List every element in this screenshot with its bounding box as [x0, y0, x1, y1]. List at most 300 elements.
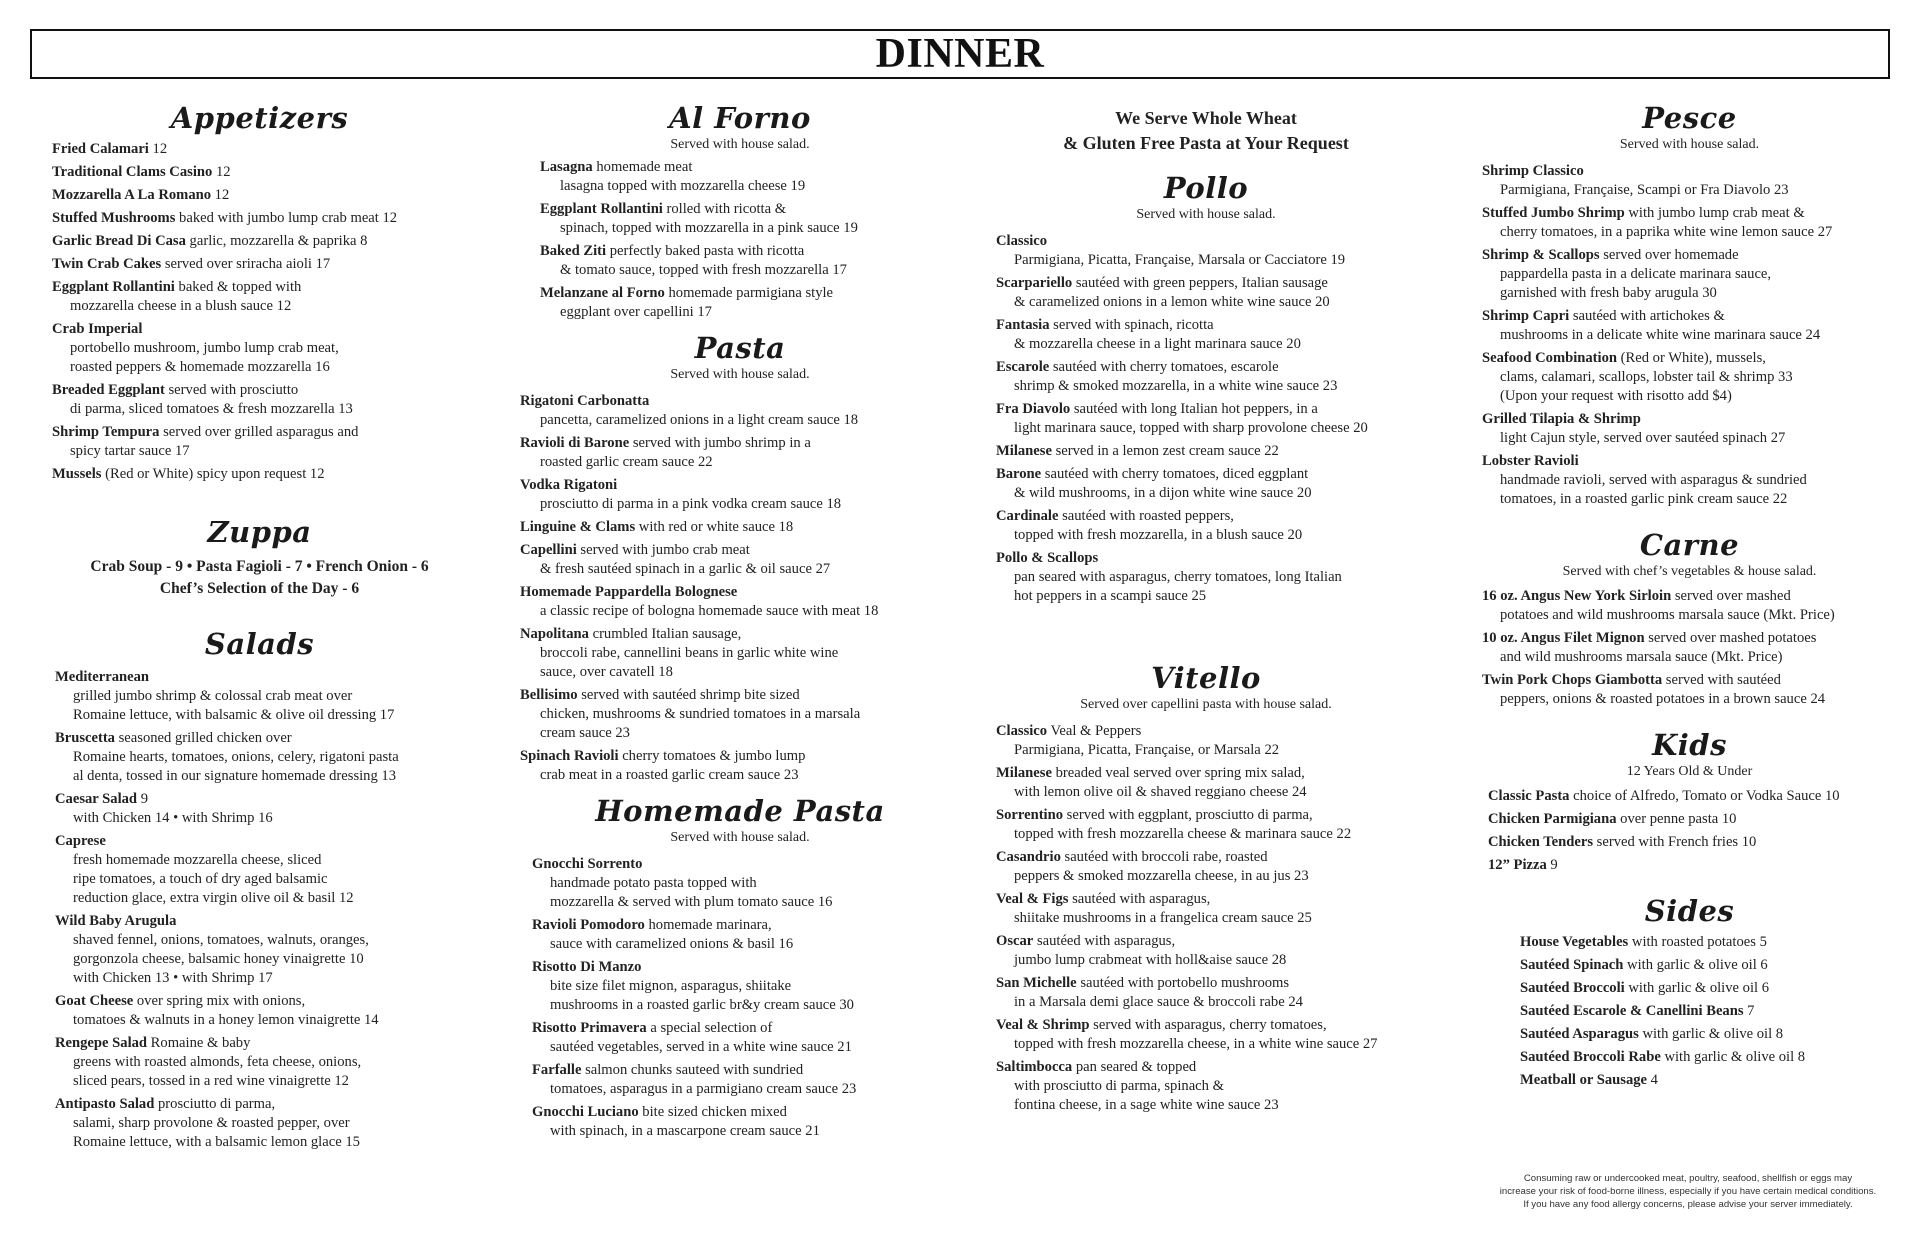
menu-item-name: Mozzarella A La Romano: [52, 187, 212, 203]
menu-item-desc-line: pan seared with asparagus, cherry tomatoes, long Italian: [1014, 569, 1342, 585]
menu-item-desc-line: shrimp & smoked mozzarella, in a white wine sauce 23: [1014, 378, 1338, 394]
menu-item-desc: sautéed with portobello mushrooms: [1076, 975, 1290, 991]
menu-item-desc: 12: [148, 141, 168, 157]
menu-item-name: Caprese: [55, 833, 106, 849]
menu-item-first-line: [1488, 833, 1897, 852]
menu-item-name: Lasagna: [540, 159, 593, 175]
menu-item-desc-line: (Upon your request with risotto add $4): [1500, 388, 1732, 404]
menu-item-name: Caesar Salad: [55, 791, 138, 807]
menu-item-desc-line: topped with fresh mozzarella, in a blush sauce 20: [1014, 527, 1303, 543]
menu-item: [52, 320, 467, 377]
menu-item-first-line: [1482, 246, 1897, 265]
menu-item-desc-line: broccoli rabe, cannellini beans in garlic white wine: [540, 645, 839, 661]
menu-item-desc-line: Romaine hearts, tomatoes, onions, celery, rigatoni pasta: [73, 749, 399, 765]
menu-item: [55, 729, 467, 786]
menu-item-first-line: [996, 507, 1416, 526]
menu-item-first-line: [1482, 629, 1897, 648]
menu-item-first-line: [532, 1019, 960, 1038]
menu-item-desc-line: potatoes and wild mushrooms marsala sauce (Mkt. Price): [1500, 607, 1835, 623]
pasta-list: [520, 392, 960, 785]
al-forno-title: Al Forno: [669, 101, 811, 135]
menu-item: [996, 1058, 1416, 1115]
menu-item-first-line: [1520, 933, 1897, 952]
menu-item-desc: 12: [212, 164, 231, 180]
menu-item-desc: (Red or White), mussels,: [1617, 350, 1766, 366]
menu-item: [1488, 787, 1897, 806]
menu-item-name: Linguine & Clams: [520, 519, 636, 535]
column-4: [1482, 100, 1897, 1094]
menu-item-name: Saltimbocca: [996, 1059, 1073, 1075]
menu-item: [520, 747, 960, 785]
menu-item-first-line: [1482, 204, 1897, 223]
menu-item-first-line: [1482, 452, 1897, 471]
menu-item-first-line: [520, 476, 960, 495]
menu-item-desc: perfectly baked pasta with ricotta: [606, 243, 805, 259]
menu-item-desc-line: mushrooms in a roasted garlic br&y cream sauce 30: [550, 997, 854, 1013]
menu-item-desc-line: and wild mushrooms marsala sauce (Mkt. Price): [1500, 649, 1783, 665]
menu-item: [520, 686, 960, 743]
menu-item-desc: breaded veal served over spring mix salad,: [1051, 765, 1305, 781]
menu-item-first-line: [540, 242, 960, 261]
menu-item-desc-line: cream sauce 23: [540, 725, 630, 741]
menu-item-first-line: [55, 912, 467, 931]
menu-item-desc-line: peppers, onions & roasted potatoes in a brown sauce 24: [1500, 691, 1826, 707]
menu-item-desc: served in a lemon zest cream sauce 22: [1051, 443, 1279, 459]
menu-item-first-line: [996, 232, 1416, 251]
menu-item-desc: sautéed with roasted peppers,: [1058, 508, 1234, 524]
menu-item: [1488, 856, 1897, 875]
pesce-list: [1482, 162, 1897, 509]
menu-item-desc: sautéed with green peppers, Italian sausage: [1072, 275, 1328, 291]
menu-item-desc: served with jumbo shrimp in a: [629, 435, 811, 451]
menu-item-first-line: [1520, 979, 1897, 998]
menu-item-first-line: [996, 400, 1416, 419]
menu-item: [996, 400, 1416, 438]
menu-item-desc-line: peppers & smoked mozzarella cheese, in au jus 23: [1014, 868, 1309, 884]
notice-line-2: & Gluten Free Pasta at Your Request: [1063, 133, 1349, 153]
menu-item-desc: choice of Alfredo, Tomato or Vodka Sauce 10: [1569, 788, 1840, 804]
vitello-section: [996, 660, 1416, 1115]
menu-item-desc: 7: [1743, 1003, 1755, 1019]
menu-item-desc: served with prosciutto: [164, 382, 299, 398]
menu-item-desc-line: with lemon olive oil & shaved reggiano cheese 24: [1014, 784, 1307, 800]
menu-item: [1482, 629, 1897, 667]
menu-item-desc-line: ripe tomatoes, a touch of dry aged balsamic: [73, 871, 328, 887]
disclaimer-line-2: increase your risk of food-borne illness, especially if you have certain medical conditions.: [1499, 1186, 1877, 1197]
menu-item-name: Casandrio: [996, 849, 1061, 865]
menu-item-name: House Vegetables: [1520, 934, 1629, 950]
menu-item: [55, 832, 467, 908]
page-title: DINNER: [875, 31, 1045, 77]
column-2: [520, 100, 960, 1145]
menu-item-first-line: [996, 1058, 1416, 1077]
menu-item-first-line: [520, 541, 960, 560]
menu-item-desc-line: portobello mushroom, jumbo lump crab meat,: [70, 340, 339, 356]
menu-item-desc-line: tomatoes & walnuts in a honey lemon vinaigrette 14: [73, 1012, 379, 1028]
menu-item-desc: served over sriracha aioli 17: [161, 256, 331, 272]
menu-item-name: Ravioli di Barone: [520, 435, 630, 451]
menu-item-first-line: [996, 932, 1416, 951]
menu-item-desc-line: mozzarella & served with plum tomato sauce 16: [550, 894, 833, 910]
menu-item: [55, 992, 467, 1030]
menu-item-name: Sautéed Escarole & Canellini Beans: [1520, 1003, 1744, 1019]
menu-item-first-line: [532, 958, 960, 977]
menu-item: [52, 163, 467, 182]
menu-item-desc: salmon chunks sauteed with sundried: [581, 1062, 804, 1078]
menu-item: [1520, 1071, 1897, 1090]
menu-item-first-line: [52, 232, 467, 251]
menu-item-desc: served with spinach, ricotta: [1049, 317, 1214, 333]
menu-item-desc-line: al denta, tossed in our signature homemade dressing 13: [73, 768, 397, 784]
menu-item-name: Fra Diavolo: [996, 401, 1071, 417]
appetizers-section: [52, 100, 467, 484]
al-forno-list: [540, 158, 960, 322]
menu-item-first-line: [1488, 810, 1897, 829]
menu-item-desc-line: garnished with fresh baby arugula 30: [1500, 285, 1717, 301]
menu-item: [1482, 349, 1897, 406]
zuppa-line-1: Crab Soup - 9 • Pasta Fagioli - 7 • French Onion - 6: [90, 558, 429, 575]
pollo-title: Pollo: [1163, 171, 1249, 205]
menu-item: [520, 541, 960, 579]
menu-item-desc: 12: [211, 187, 230, 203]
menu-item-name: Classico: [996, 723, 1048, 739]
menu-item-desc: crumbled Italian sausage,: [588, 626, 742, 642]
menu-item: [996, 465, 1416, 503]
menu-item-desc-line: with Chicken 13 • with Shrimp 17: [73, 970, 273, 986]
menu-item: [55, 1095, 467, 1152]
menu-item-first-line: [996, 890, 1416, 909]
menu-item: [52, 255, 467, 274]
homemade-pasta-subtitle: Served with house salad.: [670, 830, 810, 845]
menu-item-first-line: [540, 158, 960, 177]
menu-item: [540, 242, 960, 280]
menu-item-desc-line: & wild mushrooms, in a dijon white wine sauce 20: [1014, 485, 1312, 501]
menu-item-first-line: [996, 316, 1416, 335]
menu-item-first-line: [996, 848, 1416, 867]
menu-item-desc-line: topped with fresh mozzarella cheese, in a white wine sauce 27: [1014, 1036, 1378, 1052]
menu-item-name: Traditional Clams Casino: [52, 164, 213, 180]
menu-item-name: Seafood Combination: [1482, 350, 1618, 366]
menu-item-first-line: [1520, 1048, 1897, 1067]
menu-item-desc-line: with prosciutto di parma, spinach &: [1014, 1078, 1224, 1094]
menu-item-desc-line: sautéed vegetables, served in a white wine sauce 21: [550, 1039, 852, 1055]
vitello-list: [996, 722, 1416, 1115]
menu-item: [1482, 452, 1897, 509]
pollo-subtitle: Served with house salad.: [1136, 207, 1276, 222]
menu-item-name: Lobster Ravioli: [1482, 453, 1579, 469]
menu-item: [52, 140, 467, 159]
menu-item-desc: homemade parmigiana style: [664, 285, 834, 301]
menu-item-name: Homemade Pappardella Bolognese: [520, 584, 738, 600]
menu-item-first-line: [532, 916, 960, 935]
menu-item-name: Risotto Primavera: [532, 1020, 647, 1036]
menu-item-first-line: [520, 518, 960, 537]
menu-item-name: Eggplant Rollantini: [52, 279, 175, 295]
menu-item-desc-line: with spinach, in a mascarpone cream sauce 21: [550, 1123, 820, 1139]
menu-item-desc: garlic, mozzarella & paprika 8: [185, 233, 368, 249]
menu-item-name: Veal & Shrimp: [996, 1017, 1090, 1033]
menu-item-first-line: [52, 320, 467, 339]
column-1: [52, 100, 467, 1156]
menu-item: [532, 855, 960, 912]
menu-item-desc-line: reduction glace, extra virgin olive oil & basil 12: [73, 890, 354, 906]
menu-item-desc: prosciutto di parma,: [154, 1096, 276, 1112]
menu-item-first-line: [1482, 410, 1897, 429]
menu-item-name: Bellisimo: [520, 687, 578, 703]
menu-item-desc: with garlic & olive oil 8: [1638, 1026, 1784, 1042]
menu-item: [532, 958, 960, 1015]
menu-item-desc: pan seared & topped: [1072, 1059, 1197, 1075]
menu-item-first-line: [532, 855, 960, 874]
menu-item-desc-line: tomatoes, in a roasted garlic pink cream sauce 22: [1500, 491, 1788, 507]
menu-item-first-line: [520, 686, 960, 705]
menu-item-name: Risotto Di Manzo: [532, 959, 642, 975]
menu-item-name: Gnocchi Luciano: [532, 1104, 639, 1120]
menu-item: [996, 442, 1416, 461]
menu-item-name: Shrimp Tempura: [52, 424, 160, 440]
menu-item: [1520, 979, 1897, 998]
menu-item: [1482, 162, 1897, 200]
pesce-section: [1482, 100, 1897, 509]
al-forno-subtitle: Served with house salad.: [670, 137, 810, 152]
sides-section: [1482, 893, 1897, 1090]
menu-item-name: Breaded Eggplant: [52, 382, 165, 398]
menu-item-desc: over spring mix with onions,: [133, 993, 306, 1009]
menu-item-first-line: [996, 764, 1416, 783]
menu-item: [520, 434, 960, 472]
menu-item: [996, 316, 1416, 354]
menu-item-name: 16 oz. Angus New York Sirloin: [1482, 588, 1672, 604]
menu-item-desc-line: clams, calamari, scallops, lobster tail & shrimp 33: [1500, 369, 1793, 385]
menu-item-desc-line: roasted peppers & homemade mozzarella 16: [70, 359, 330, 375]
menu-item: [996, 764, 1416, 802]
menu-item: [520, 583, 960, 621]
menu-item-desc: served over mashed potatoes: [1644, 630, 1817, 646]
notice-line-1: We Serve Whole Wheat: [1115, 108, 1297, 128]
menu-item-desc-line: pappardella pasta in a delicate marinara sauce,: [1500, 266, 1772, 282]
menu-item: [520, 476, 960, 514]
menu-item: [520, 518, 960, 537]
menu-item-name: Crab Imperial: [52, 321, 143, 337]
zuppa-section: [52, 514, 467, 600]
menu-item-first-line: [1482, 307, 1897, 326]
menu-item-desc-line: roasted garlic cream sauce 22: [540, 454, 713, 470]
menu-item-first-line: [1520, 1025, 1897, 1044]
menu-item-name: Milanese: [996, 765, 1052, 781]
menu-item-name: Bruscetta: [55, 730, 115, 746]
menu-item-desc-line: light Cajun style, served over sautéed spinach 27: [1500, 430, 1786, 446]
menu-item-first-line: [540, 200, 960, 219]
menu-item-name: Mediterranean: [55, 669, 150, 685]
pesce-subtitle: Served with house salad.: [1619, 137, 1760, 152]
menu-item-desc: served with jumbo crab meat: [576, 542, 750, 558]
menu-item-first-line: [996, 1016, 1416, 1035]
menu-item: [1482, 307, 1897, 345]
menu-item-desc-line: di parma, sliced tomatoes & fresh mozzarella 13: [70, 401, 353, 417]
vitello-title: Vitello: [1151, 661, 1261, 695]
menu-item-desc-line: jumbo lump crabmeat with holl&aise sauce 28: [1014, 952, 1287, 968]
homemade-pasta-list: [520, 855, 960, 1141]
menu-item-first-line: [52, 255, 467, 274]
menu-item-first-line: [520, 747, 960, 766]
menu-item: [52, 186, 467, 205]
menu-item-name: Rengepe Salad: [55, 1035, 148, 1051]
menu-item-first-line: [996, 722, 1416, 741]
sides-title: Sides: [1644, 894, 1735, 928]
menu-item-name: Escarole: [996, 359, 1050, 375]
menu-item: [532, 1103, 960, 1141]
menu-item-desc-line: light marinara sauce, topped with sharp provolone cheese 20: [1014, 420, 1368, 436]
menu-item-desc: baked & topped with: [174, 279, 302, 295]
sides-list: [1482, 933, 1897, 1090]
menu-item-desc: with roasted potatoes 5: [1628, 934, 1767, 950]
menu-item-desc-line: in a Marsala demi glace sauce & broccoli rabe 24: [1014, 994, 1303, 1010]
menu-item: [520, 392, 960, 430]
menu-item-desc-line: Romaine lettuce, with a balsamic lemon glace 15: [73, 1134, 360, 1150]
menu-item-desc-line: lasagna topped with mozzarella cheese 19: [560, 178, 806, 194]
menu-item-desc-line: & caramelized onions in a lemon white wine sauce 20: [1014, 294, 1330, 310]
menu-item-name: Stuffed Jumbo Shrimp: [1482, 205, 1625, 221]
menu-item-name: Goat Cheese: [55, 993, 134, 1009]
menu-item-desc: sautéed with asparagus,: [1068, 891, 1211, 907]
menu-item: [540, 158, 960, 196]
menu-item-first-line: [1520, 1002, 1897, 1021]
column-3: [996, 100, 1416, 1119]
menu-item-first-line: [55, 729, 467, 748]
menu-item: [52, 278, 467, 316]
menu-item-name: Shrimp Capri: [1482, 308, 1570, 324]
menu-item-name: Eggplant Rollantini: [540, 201, 663, 217]
menu-item: [1488, 810, 1897, 829]
pasta-title: Pasta: [694, 331, 786, 365]
menu-item: [532, 1019, 960, 1057]
menu-item-desc-line: Romaine lettuce, with balsamic & olive oil dressing 17: [73, 707, 395, 723]
menu-item-desc: seasoned grilled chicken over: [114, 730, 292, 746]
menu-item-first-line: [520, 434, 960, 453]
menu-item-desc-line: grilled jumbo shrimp & colossal crab meat over: [73, 688, 353, 704]
menu-item-desc-line: topped with fresh mozzarella cheese & marinara sauce 22: [1014, 826, 1352, 842]
menu-item-first-line: [55, 790, 467, 809]
menu-item-desc: Veal & Peppers: [1047, 723, 1142, 739]
menu-item-name: Farfalle: [532, 1062, 582, 1078]
menu-item-name: Chicken Tenders: [1488, 834, 1594, 850]
menu-item-first-line: [1488, 787, 1897, 806]
menu-item-desc-line: & fresh sautéed spinach in a garlic & oil sauce 27: [540, 561, 831, 577]
menu-item-name: Barone: [996, 466, 1042, 482]
menu-item-desc: served with French fries 10: [1593, 834, 1757, 850]
menu-item-desc: with garlic & olive oil 8: [1660, 1049, 1806, 1065]
menu-item-first-line: [1520, 956, 1897, 975]
menu-item-first-line: [996, 442, 1416, 461]
menu-item: [1482, 246, 1897, 303]
menu-item-desc: sautéed with asparagus,: [1033, 933, 1176, 949]
menu-item-desc: with garlic & olive oil 6: [1624, 980, 1770, 996]
menu-item-desc-line: crab meat in a roasted garlic cream sauce 23: [540, 767, 799, 783]
menu-item-desc-line: bite size filet mignon, asparagus, shiitake: [550, 978, 792, 994]
whole-wheat-notice: [996, 106, 1416, 156]
menu-item-name: 12” Pizza: [1488, 857, 1547, 873]
al-forno-section: [520, 100, 960, 322]
title-box: [30, 29, 1890, 79]
menu-item: [1520, 1025, 1897, 1044]
menu-item: [532, 1061, 960, 1099]
menu-item-desc: served over grilled asparagus and: [159, 424, 359, 440]
menu-item-first-line: [1482, 671, 1897, 690]
menu-item-first-line: [52, 423, 467, 442]
appetizers-title: Appetizers: [170, 101, 349, 135]
menu-item-name: Cardinale: [996, 508, 1059, 524]
kids-list: [1482, 787, 1897, 875]
menu-item: [1520, 1002, 1897, 1021]
menu-item: [532, 916, 960, 954]
menu-item-desc-line: prosciutto di parma in a pink vodka cream sauce 18: [540, 496, 842, 512]
kids-section: [1482, 727, 1897, 875]
menu-item-desc-line: & mozzarella cheese in a light marinara sauce 20: [1014, 336, 1301, 352]
homemade-pasta-title: Homemade Pasta: [595, 794, 885, 828]
menu-item-desc-line: Parmigiana, Picatta, Française, Marsala or Cacciatore 19: [1014, 252, 1346, 268]
menu-item-name: Sautéed Spinach: [1520, 957, 1624, 973]
menu-item: [1482, 671, 1897, 709]
menu-item-first-line: [1520, 1071, 1897, 1090]
kids-title: Kids: [1652, 728, 1727, 762]
menu-item: [1482, 410, 1897, 448]
menu-item-desc-line: mushrooms in a delicate white wine marinara sauce 24: [1500, 327, 1821, 343]
menu-item-desc: sautéed with cherry tomatoes, diced eggplant: [1041, 466, 1309, 482]
menu-item: [540, 284, 960, 322]
menu-item-desc: served with sautéed shrimp bite sized: [577, 687, 800, 703]
menu-item: [1488, 833, 1897, 852]
menu-item-first-line: [52, 278, 467, 297]
menu-item-name: Ravioli Pomodoro: [532, 917, 645, 933]
menu-item-desc-line: greens with roasted almonds, feta cheese, onions,: [73, 1054, 362, 1070]
menu-item-name: San Michelle: [996, 975, 1077, 991]
menu-item-desc: rolled with ricotta &: [662, 201, 787, 217]
menu-item-name: Sautéed Broccoli: [1520, 980, 1625, 996]
menu-item-desc-line: sauce with caramelized onions & basil 16: [550, 936, 794, 952]
menu-item-first-line: [996, 358, 1416, 377]
menu-item-desc-line: cherry tomatoes, in a paprika white wine lemon sauce 27: [1500, 224, 1833, 240]
menu-item-desc-line: sliced pears, tossed in a red wine vinaigrette 12: [73, 1073, 349, 1089]
menu-item-name: Melanzane al Forno: [540, 285, 665, 301]
carne-title: Carne: [1639, 528, 1740, 562]
menu-item-desc: a special selection of: [646, 1020, 773, 1036]
menu-item-desc-line: gorgonzola cheese, balsamic honey vinaigrette 10: [73, 951, 364, 967]
menu-item: [1520, 933, 1897, 952]
menu-item-name: Oscar: [996, 933, 1034, 949]
menu-item-desc: bite sized chicken mixed: [638, 1104, 787, 1120]
menu-item-first-line: [532, 1061, 960, 1080]
menu-item: [52, 465, 467, 484]
menu-item-desc-line: shaved fennel, onions, tomatoes, walnuts, oranges,: [73, 932, 369, 948]
menu-item-name: Pollo & Scallops: [996, 550, 1099, 566]
menu-item-first-line: [52, 163, 467, 182]
menu-item: [996, 848, 1416, 886]
menu-item-name: Milanese: [996, 443, 1052, 459]
menu-item: [540, 200, 960, 238]
menu-item-desc: served over mashed: [1671, 588, 1791, 604]
menu-item-name: Fried Calamari: [52, 141, 149, 157]
menu-item: [55, 1034, 467, 1091]
menu-item-desc: served with sautéed: [1662, 672, 1781, 688]
menu-item-desc-line: eggplant over capellini 17: [560, 304, 712, 320]
menu-item-name: Grilled Tilapia & Shrimp: [1482, 411, 1641, 427]
salads-title: Salads: [204, 627, 315, 661]
menu-item: [55, 912, 467, 988]
menu-item-first-line: [996, 806, 1416, 825]
menu-item: [1482, 204, 1897, 242]
menu-item-desc: cherry tomatoes & jumbo lump: [618, 748, 806, 764]
kids-subtitle: 12 Years Old & Under: [1626, 764, 1753, 779]
